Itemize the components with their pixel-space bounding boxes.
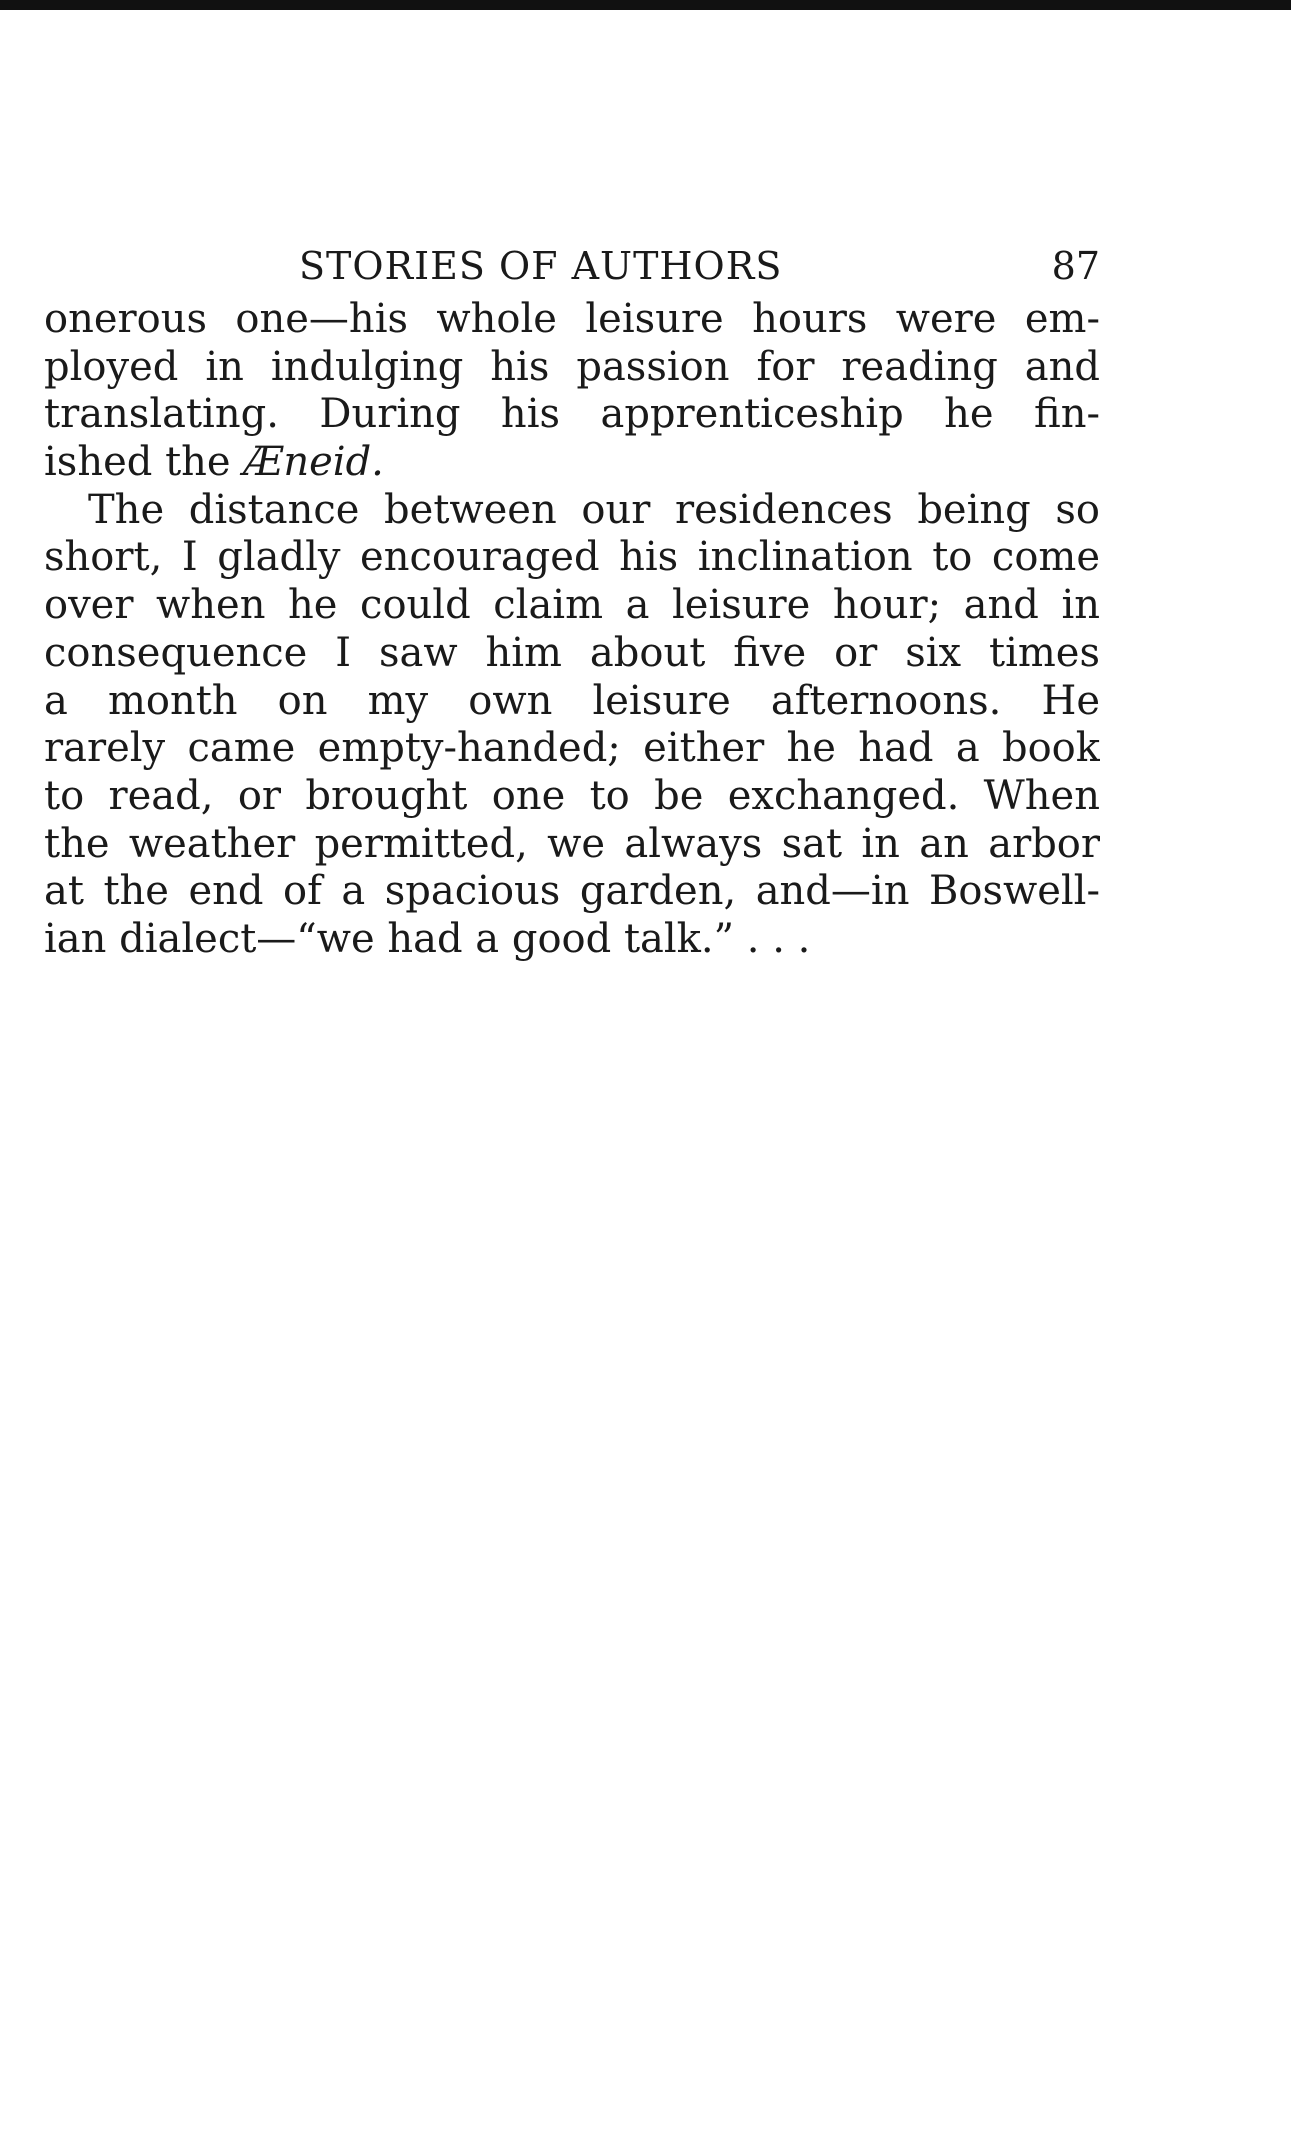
text-fragment: ished the [44, 439, 244, 486]
text-line: ployed in indulging his passion for reading and [44, 343, 1100, 390]
page-number: 87 [1051, 244, 1100, 288]
text-line: rarely came empty-handed; either he had a book [44, 725, 1100, 772]
paragraph-1 [44, 296, 1100, 487]
text-line: translating. During his apprenticeship he fin- [44, 391, 1100, 438]
book-page [44, 236, 1100, 964]
text-line: ian dialect—“we had a good talk.” . . . [44, 915, 811, 962]
text-line: a month on my own leisure afternoons. He [44, 677, 1100, 724]
text-line: over when he could claim a leisure hour; and in [44, 582, 1100, 629]
text-line: short, I gladly encouraged his inclination to come [44, 534, 1100, 581]
body-text [44, 296, 1100, 964]
running-head [44, 236, 1100, 296]
text-line: consequence I saw him about five or six times [44, 629, 1100, 676]
running-title: STORIES OF AUTHORS [299, 244, 783, 288]
paragraph-2 [44, 487, 1100, 964]
text-line: The distance between our residences being so [88, 486, 1100, 533]
text-line: to read, or brought one to be exchanged. When [44, 772, 1100, 819]
text-line: onerous one—his whole leisure hours were em- [44, 296, 1100, 342]
italic-title: Æneid. [243, 439, 384, 486]
text-line: the weather permitted, we always sat in an arbor [44, 820, 1100, 867]
text-line [44, 439, 1100, 487]
scan-edge [0, 0, 1291, 10]
text-line: at the end of a spacious garden, and—in Boswell- [44, 868, 1100, 915]
